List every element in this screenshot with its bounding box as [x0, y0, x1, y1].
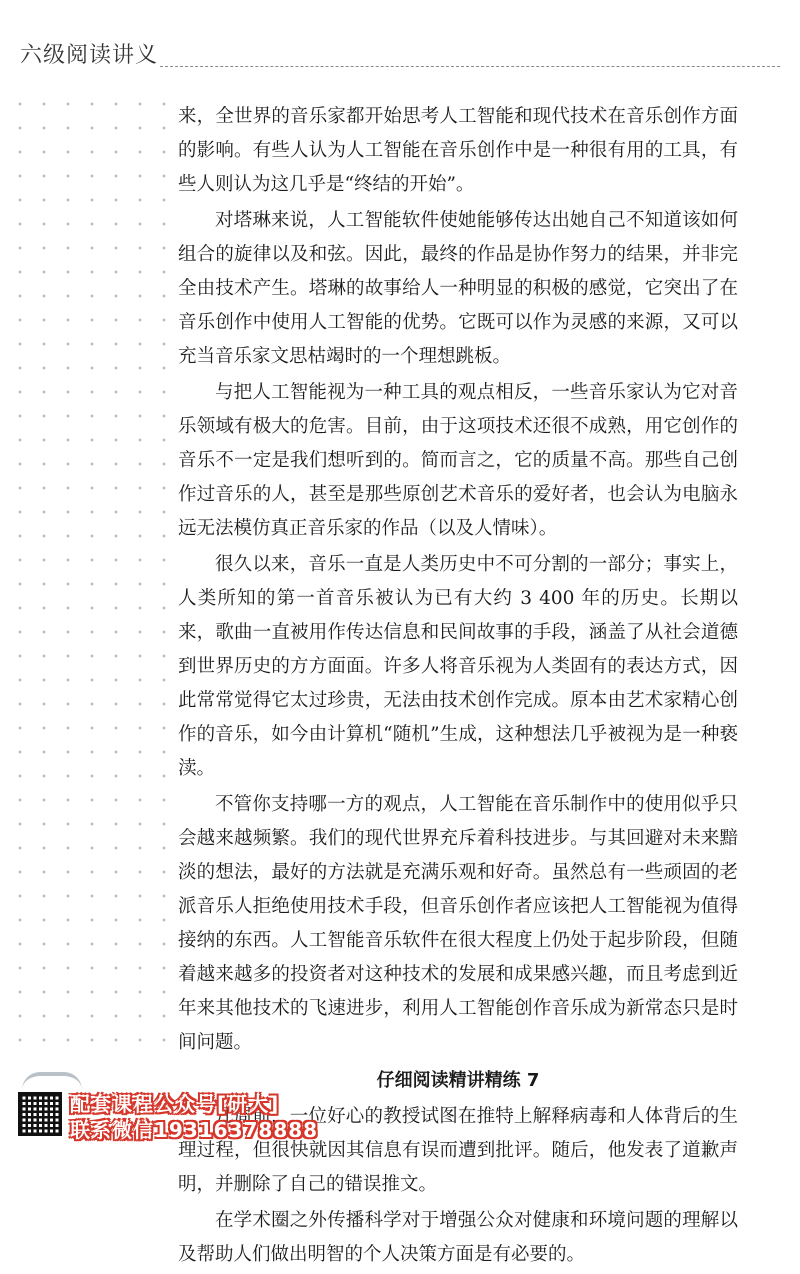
- header-dashed-rule: [160, 66, 780, 67]
- paragraph: 不管你支持哪一方的观点，人工智能在音乐制作中的使用似乎只会越来越频繁。我们的现代世界充斥着科技进步。与其回避对未来黯淡的想法，最好的方法就是充满乐观和好奇。虽然总有一些顽固的老派音乐人拒绝使用技术手段，但音乐创作者应该把人工智能视为值得接纳的东西。人工智能音乐软件在很大程度上仍处于起步阶段，但随着越来越多的投资者对这种技术的发展和成果感兴趣，而且考虑到近年来其他技术的飞速进步，利用人工智能创作音乐成为新常态只是时间问题。: [178, 794, 738, 1053]
- paragraph: 在学术圈之外传播科学对于增强公众对健康和环境问题的理解以及帮助人们做出明智的个人决策方面是有必要的。: [178, 1210, 738, 1265]
- paragraph: 来，全世界的音乐家都开始思考人工智能和现代技术在音乐创作方面的影响。有些人认为人工智能在音乐创作中是一种很有用的工具，有些人则认为这几乎是“终结的开始”。: [178, 106, 738, 195]
- section-title: 仔细阅读精讲精练 7: [376, 1070, 540, 1091]
- promo-line-1: 配套课程公众号[研大]: [70, 1092, 280, 1116]
- qr-code-icon: [18, 1092, 62, 1136]
- page-header: [0, 0, 800, 80]
- paragraph: 很久以来，音乐一直是人类历史中不可分割的一部分；事实上，人类所知的第一首音乐被认为已有大约 3 400 年的历史。长期以来，歌曲一直被用作传达信息和民间故事的手段，涵盖了从社会道德到世界历史的方方面面。许多人将音乐视为人类固有的表达方式，因此常常觉得它太过珍贵，无法由技术创作完成。原本由艺术家精心创作的音乐，如今由计算机“随机”生成，这种想法几乎被视为是一种亵渎。: [178, 554, 738, 779]
- running-header-title: 六级阅读讲义: [20, 43, 159, 68]
- paragraph: 几周前，一位好心的教授试图在推特上解释病毒和人体背后的生理过程，但很快就因其信息有误而遭到批评。随后，他发表了道歉声明，并删除了自己的错误推文。: [178, 1106, 738, 1195]
- watermark-footer: [18, 1082, 318, 1144]
- paragraph: 与把人工智能视为一种工具的观点相反，一些音乐家认为它对音乐领域有极大的危害。目前，由于这项技术还很不成熟，用它创作的音乐不一定是我们想听到的。简而言之，它的质量不高。那些自己创作过音乐的人，甚至是那些原创艺术音乐的爱好者，也会认为电脑永远无法模仿真正音乐家的作品（以及人情味）。: [178, 382, 738, 539]
- dot-grid-margin: [8, 92, 168, 1062]
- promo-line-2: 联系微信19316378888: [70, 1118, 319, 1142]
- paragraph: 对塔琳来说，人工智能软件使她能够传达出她自己不知道该如何组合的旋律以及和弦。因此，最终的作品是协作努力的结果，并非完全由技术产生。塔琳的故事给人一种明显的积极的感觉，它突出了在音乐创作中使用人工智能的优势。它既可以作为灵感的来源，又可以充当音乐家文思枯竭时的一个理想跳板。: [178, 210, 738, 367]
